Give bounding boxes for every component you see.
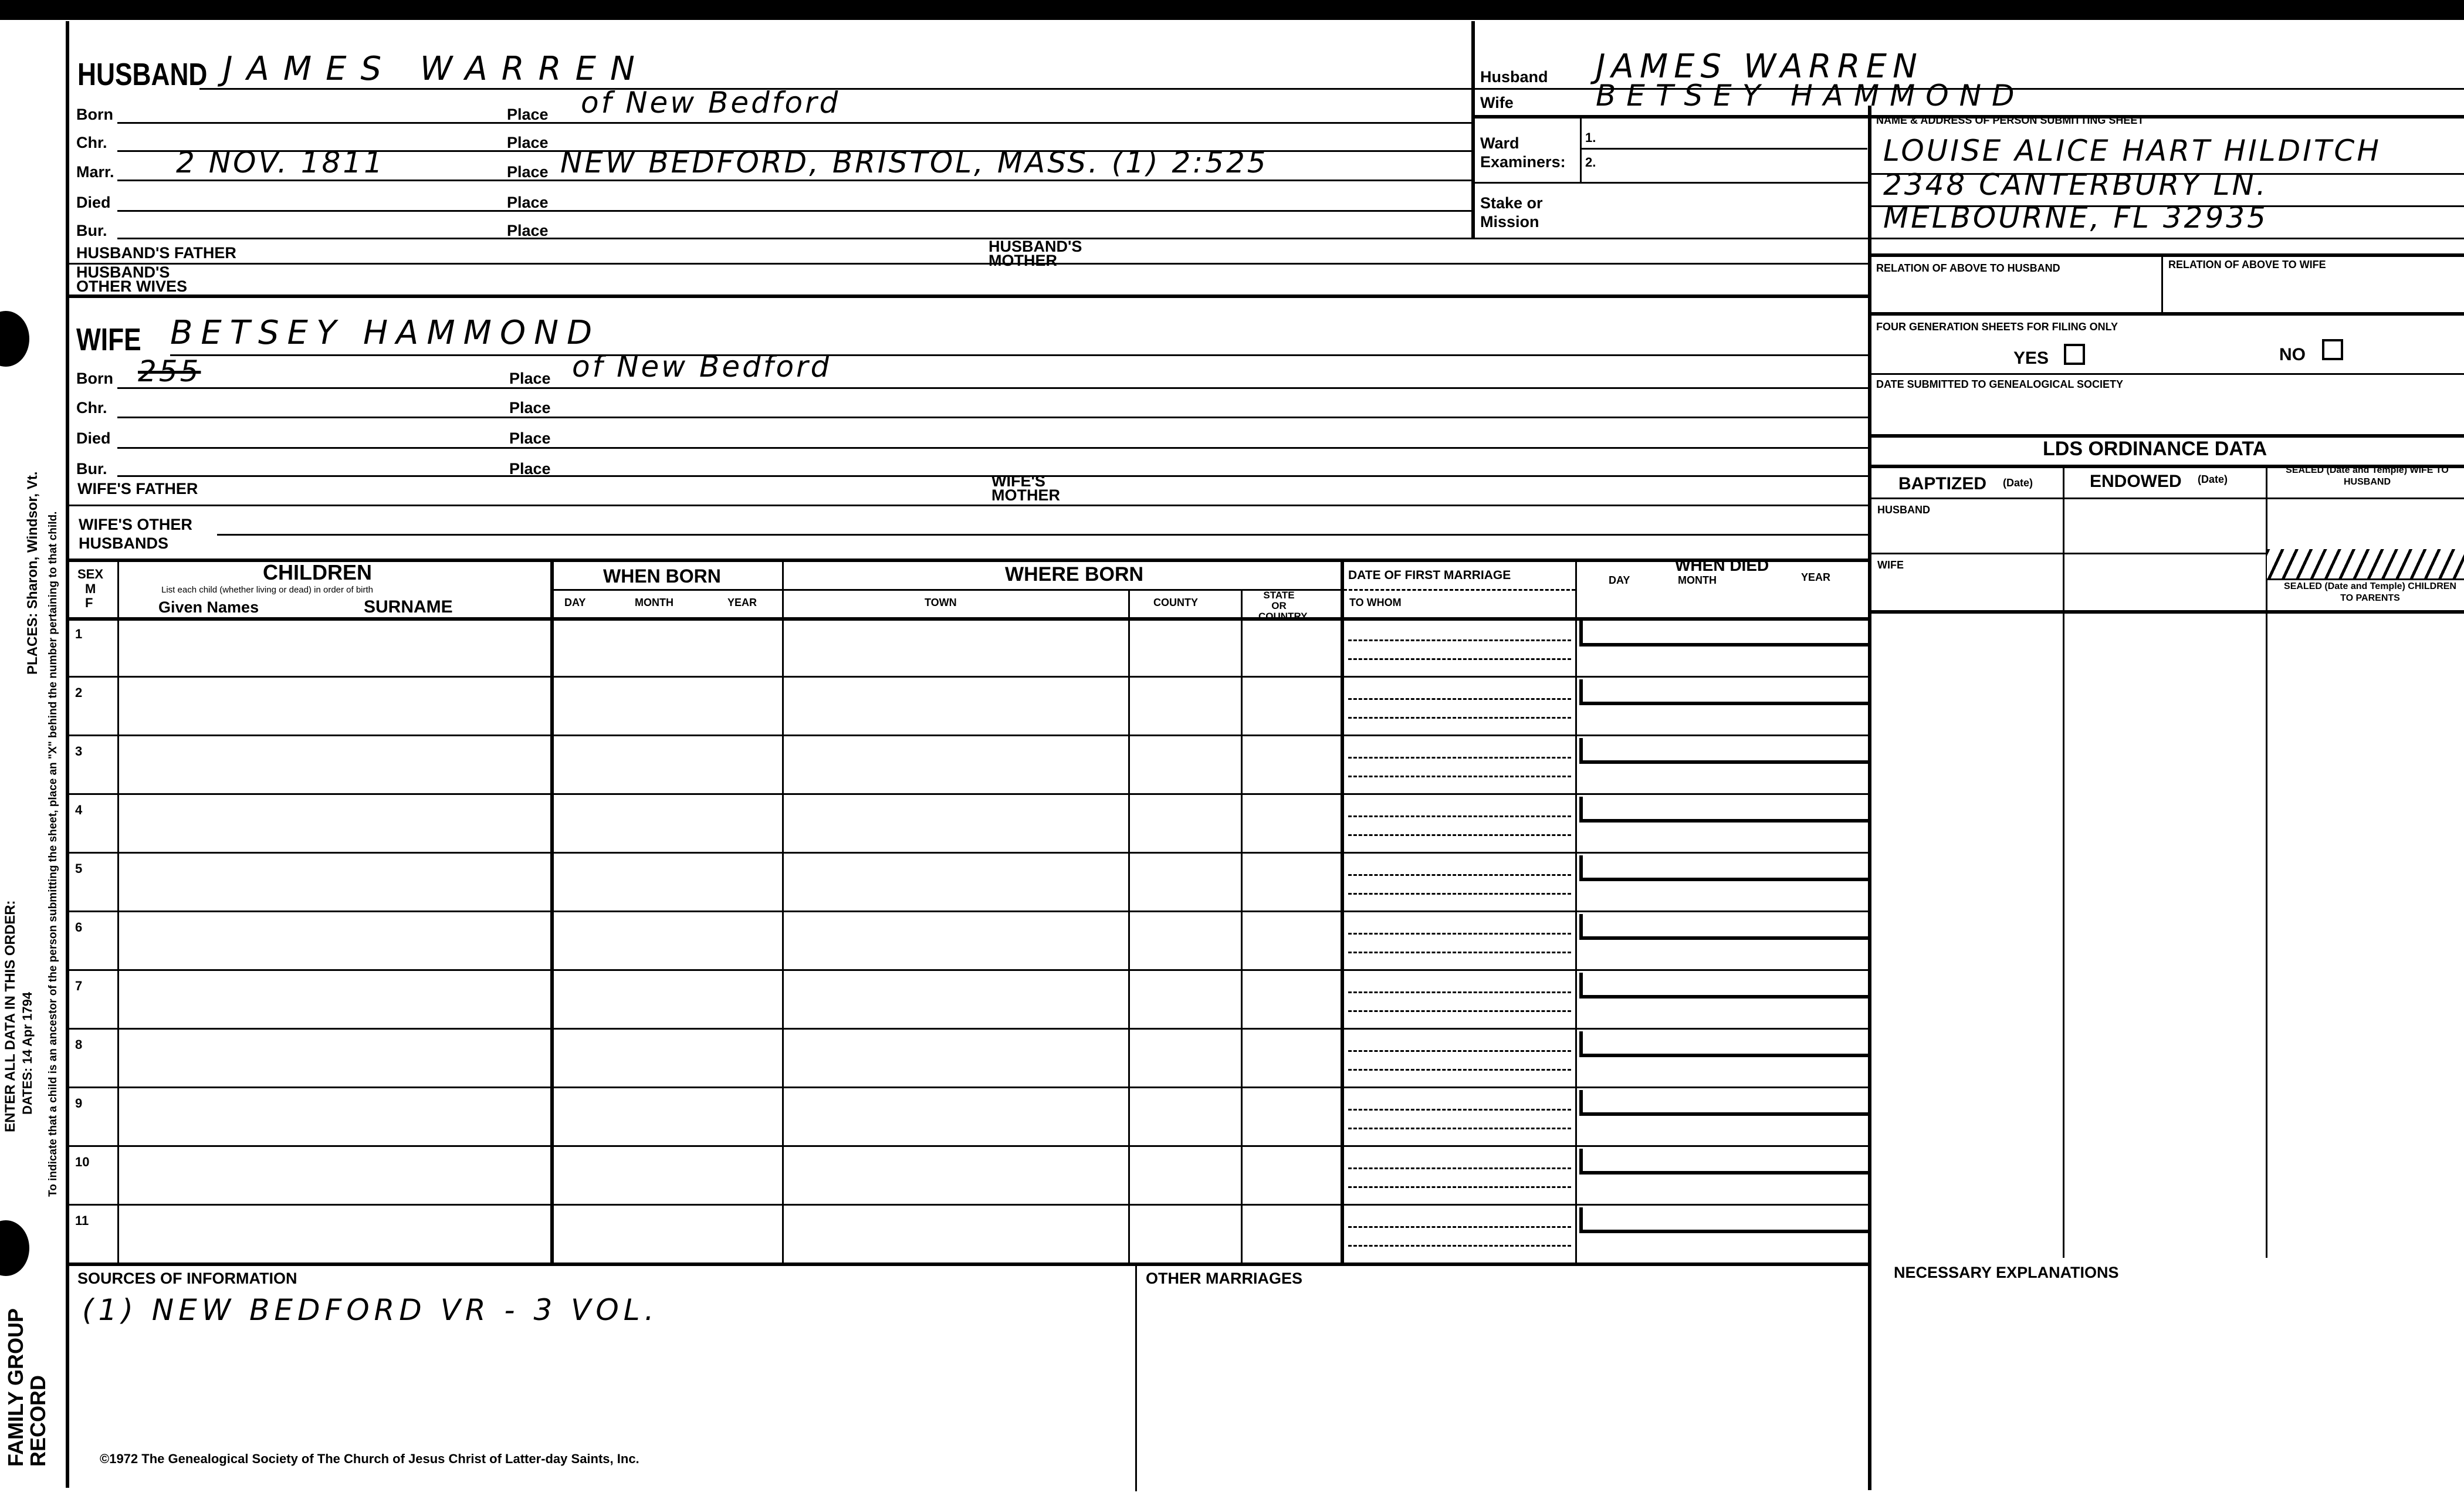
where-born-sub [782, 589, 1341, 591]
wife-chr-line [117, 417, 1868, 418]
wife-born-label: Born [76, 370, 113, 387]
dates-note: DATES: 14 Apr 1794 [20, 991, 35, 1115]
husband-born-line [117, 122, 1471, 124]
wife-other-husbands-label: WIFE'S OTHER HUSBANDS [79, 516, 192, 552]
rel-husband-label: RELATION OF ABOVE TO HUSBAND [1876, 262, 2060, 274]
child-row-number: 1 [75, 627, 83, 641]
died-day-label: DAY [1609, 574, 1630, 586]
husband-born-place-label: Place [507, 106, 549, 123]
died-bracket [1579, 855, 1871, 881]
marriage-dash [1348, 815, 1571, 817]
enter-order-note: ENTER ALL DATA IN THIS ORDER: [2, 900, 18, 1132]
wife-father-label: WIFE'S FATHER [77, 480, 198, 497]
died-bracket [1579, 679, 1871, 705]
submitter-line3-rule [1868, 238, 2464, 239]
died-bracket [1579, 1207, 1871, 1233]
town-label: TOWN [925, 597, 957, 608]
submitter-line1-rule [1868, 173, 2464, 175]
sealed-children-label: SEALED (Date and Temple) CHILDREN TO PARENTS [2284, 581, 2456, 603]
lds-title: LDS ORDINANCE DATA [2043, 438, 2267, 460]
submitter-line2: 2348 CANTERBURY LN. [1883, 168, 2268, 202]
copyright: ©1972 The Genealogical Society of The Church of Jesus Christ of Latter-day Saints, Inc. [100, 1451, 639, 1466]
marriage-dash [1348, 776, 1571, 777]
wife-heading: WIFE [76, 322, 141, 357]
year-label: YEAR [727, 597, 757, 608]
marriage-dash [1348, 1128, 1571, 1129]
husband-section-end [66, 295, 1868, 298]
child-row-separator [66, 1087, 1868, 1088]
wife-died-label: Died [76, 429, 111, 447]
child-row-separator [66, 852, 1868, 854]
sex-label: SEX [77, 567, 104, 581]
hdr-stake-label: Stake or Mission [1480, 194, 1543, 231]
marriage-dash [1348, 933, 1571, 935]
wife-died-place-label: Place [509, 429, 551, 447]
top-black-band [0, 0, 2464, 20]
marriage-dash [1348, 757, 1571, 759]
rel-divider [2161, 253, 2163, 312]
left-border [66, 21, 69, 1488]
child-row-number: 9 [75, 1096, 83, 1111]
wife-born-line [117, 387, 1868, 389]
died-bracket [1579, 738, 1871, 764]
no-label: NO [2279, 345, 2306, 364]
died-bracket [1579, 797, 1871, 823]
wife-name-line [170, 354, 1868, 356]
lds-wife-label: WIFE [1877, 559, 1904, 571]
husband-died-line [117, 210, 1471, 212]
submitter-line3: MELBOURNE, FL 32935 [1883, 201, 2268, 235]
marriage-dash [1348, 1050, 1571, 1052]
four-gen-label: FOUR GENERATION SHEETS FOR FILING ONLY [1876, 321, 2118, 333]
first-marriage-dash [1343, 589, 1575, 591]
first-marriage-label: DATE OF FIRST MARRIAGE [1348, 568, 1511, 582]
col-state [1241, 589, 1243, 1263]
col-county [1128, 589, 1130, 1263]
hole-punch-bottom [0, 1220, 29, 1276]
husband-marr-line [117, 180, 1471, 181]
sources-divider [1135, 1263, 1137, 1491]
child-row-number: 8 [75, 1037, 83, 1052]
hdr-husband-value: JAMES WARREN [1596, 48, 1923, 86]
marriage-dash [1348, 1010, 1571, 1012]
marriage-dash [1348, 1167, 1571, 1169]
wife-name: BETSEY HAMMOND [170, 314, 601, 352]
child-row-separator [66, 1028, 1868, 1030]
four-gen-end [1868, 373, 2464, 375]
form-title: FAMILY GROUP RECORD [4, 1308, 50, 1467]
husband-chr-label: Chr. [76, 134, 107, 151]
marriage-dash [1348, 717, 1571, 719]
lds-col-2 [2266, 465, 2267, 1258]
died-bracket [1579, 1031, 1871, 1057]
child-row-separator [66, 1204, 1868, 1206]
wife-bur-label: Bur. [76, 460, 107, 478]
lds-wife-end [1868, 610, 2464, 614]
child-row-number: 11 [75, 1213, 89, 1228]
hdr-ward-label: Ward Examiners: [1480, 134, 1566, 171]
marriage-dash [1348, 1245, 1571, 1247]
hdr-wife-value: BETSEY HAMMOND [1596, 79, 2025, 113]
marriage-dash [1348, 639, 1571, 641]
husband-mother-label: HUSBAND'S MOTHER [989, 238, 1082, 269]
yes-label: YES [2013, 348, 2049, 368]
husband-bur-label: Bur. [76, 222, 107, 239]
lds-col-1 [2063, 465, 2064, 1258]
wife-other-husbands-line [217, 534, 1868, 536]
day-label: DAY [564, 597, 586, 608]
died-bracket [1579, 973, 1871, 999]
submitter-label: NAME & ADDRESS OF PERSON SUBMITTING SHEET [1876, 114, 2144, 126]
child-row-separator [66, 735, 1868, 736]
month-label: MONTH [635, 597, 673, 608]
sealed-hatch [2267, 549, 2464, 578]
when-born-sub [550, 589, 782, 591]
mf-label: M F [85, 581, 96, 610]
husband-died-place-label: Place [507, 194, 549, 211]
child-row-separator [66, 676, 1868, 678]
hatch-bottom [2266, 578, 2464, 580]
husband-marr-date: 2 NOV. 1811 [176, 145, 385, 180]
marriage-dash [1348, 874, 1571, 876]
wife-chr-label: Chr. [76, 399, 107, 417]
marriage-dash [1348, 698, 1571, 700]
where-born-label: WHERE BORN [1005, 563, 1144, 585]
children-table-end [66, 1263, 1868, 1266]
to-whom-label: TO WHOM [1349, 597, 1402, 608]
husband-chr-place-label: Place [507, 134, 549, 151]
header-divider-v [1471, 21, 1475, 238]
child-row-number: 3 [75, 744, 83, 759]
hdr-wife-label: Wife [1480, 94, 1514, 111]
marriage-dash [1348, 952, 1571, 953]
husband-died-label: Died [76, 194, 111, 211]
husband-father-label: HUSBAND'S FATHER [76, 244, 236, 262]
wife-parents-line [66, 505, 1868, 506]
wife-born-place: of New Bedford [572, 350, 832, 384]
husband-bur-place-label: Place [507, 222, 549, 239]
husband-born-place: of New Bedford [581, 86, 841, 120]
husband-marr-label: Marr. [76, 163, 114, 181]
hdr-ward-end [1471, 182, 1868, 184]
husband-name: JAMES WARREN [223, 50, 649, 88]
lds-husband-label: HUSBAND [1877, 504, 1930, 516]
state-label: STATE OR COUNTRY [1258, 590, 1308, 622]
child-row-separator [66, 1145, 1868, 1147]
hole-punch-top [0, 311, 29, 367]
child-row-number: 2 [75, 685, 83, 700]
husband-marr-place: NEW BEDFORD, BRISTOL, MASS. (1) 2:525 [560, 145, 1268, 180]
wife-bur-place-label: Place [509, 460, 551, 478]
died-month-label: MONTH [1678, 574, 1717, 586]
submitter-line1: LOUISE ALICE HART HILDITCH [1883, 134, 2381, 168]
husband-born-label: Born [76, 106, 113, 123]
child-row-number: 7 [75, 979, 83, 993]
surname-label: SURNAME [364, 597, 453, 617]
rel-end [1868, 312, 2464, 316]
date-submitted-label: DATE SUBMITTED TO GENEALOGICAL SOCIETY [1876, 378, 2124, 390]
marriage-dash [1348, 991, 1571, 993]
child-row-number: 6 [75, 920, 83, 935]
marriage-dash [1348, 1186, 1571, 1188]
no-checkbox[interactable] [2322, 339, 2343, 360]
hdr-ward-divider [1580, 117, 1582, 182]
sealed-wife-label: SEALED (Date and Temple) WIFE TO HUSBAND [2286, 465, 2449, 487]
sources-entry: (1) NEW BEDFORD VR - 3 VOL. [82, 1293, 659, 1327]
hdr-examiner-2: 2. [1585, 155, 1596, 170]
wife-born-struck: 255 [138, 354, 201, 388]
died-bracket [1579, 1149, 1871, 1175]
children-instruction: List each child (whether living or dead) in order of birth [161, 585, 374, 595]
hdr-examiner-line [1580, 148, 1867, 150]
wife-chr-place-label: Place [509, 399, 551, 417]
wife-died-line [117, 447, 1868, 449]
child-row-separator [66, 793, 1868, 795]
county-label: COUNTY [1153, 597, 1198, 608]
baptized-date-label: (Date) [2003, 477, 2033, 489]
yes-checkbox[interactable] [2064, 344, 2085, 365]
lds-header-end [1868, 497, 2464, 499]
marriage-dash [1348, 893, 1571, 895]
when-born-label: WHEN BORN [603, 566, 721, 587]
child-row-separator [66, 911, 1868, 912]
husband-other-wives-label: HUSBAND'S OTHER WIVES [76, 263, 188, 295]
died-bracket [1579, 1090, 1871, 1116]
child-row-number: 5 [75, 861, 83, 876]
child-row-number: 4 [75, 803, 83, 817]
died-bracket [1579, 914, 1871, 940]
indicate-note: To indicate that a child is an ancestor of the person submitting the sheet, place an "X" behind the number pertaining to that child. [47, 511, 59, 1197]
died-year-label: YEAR [1801, 571, 1831, 583]
submitter-end [1868, 253, 2464, 257]
submitter-line2-rule [1868, 205, 2464, 207]
places-note: PLACES: Sharon, Windsor, Vt. [25, 471, 40, 675]
baptized-label: BAPTIZED [1898, 474, 1986, 493]
rel-wife-label: RELATION OF ABOVE TO WIFE [2168, 259, 2326, 270]
explanations-label: NECESSARY EXPLANATIONS [1894, 1264, 2119, 1281]
given-names-label: Given Names [158, 598, 259, 616]
husband-heading: HUSBAND [77, 57, 208, 92]
wife-born-place-label: Place [509, 370, 551, 387]
child-row-number: 10 [75, 1155, 90, 1169]
hdr-examiner-1: 1. [1585, 130, 1596, 145]
wife-mother-label: WIFE'S MOTHER [991, 472, 1060, 504]
died-bracket [1579, 621, 1871, 647]
marriage-dash [1348, 1226, 1571, 1228]
sources-label: SOURCES OF INFORMATION [77, 1270, 297, 1287]
child-row-separator [66, 969, 1868, 971]
marriage-dash [1348, 1109, 1571, 1111]
marriage-dash [1348, 658, 1571, 660]
children-heading: CHILDREN [263, 560, 372, 584]
marriage-dash [1348, 834, 1571, 836]
husband-parents-line [66, 263, 1868, 265]
endowed-label: ENDOWED [2090, 472, 2182, 491]
when-died-label: WHEN DIED [1675, 556, 1769, 574]
marriage-dash [1348, 1069, 1571, 1071]
husband-marr-place-label: Place [507, 163, 549, 181]
endowed-date-label: (Date) [2198, 473, 2228, 485]
hdr-husband-label: Husband [1480, 68, 1548, 86]
other-marriages-label: OTHER MARRIAGES [1146, 1270, 1303, 1287]
